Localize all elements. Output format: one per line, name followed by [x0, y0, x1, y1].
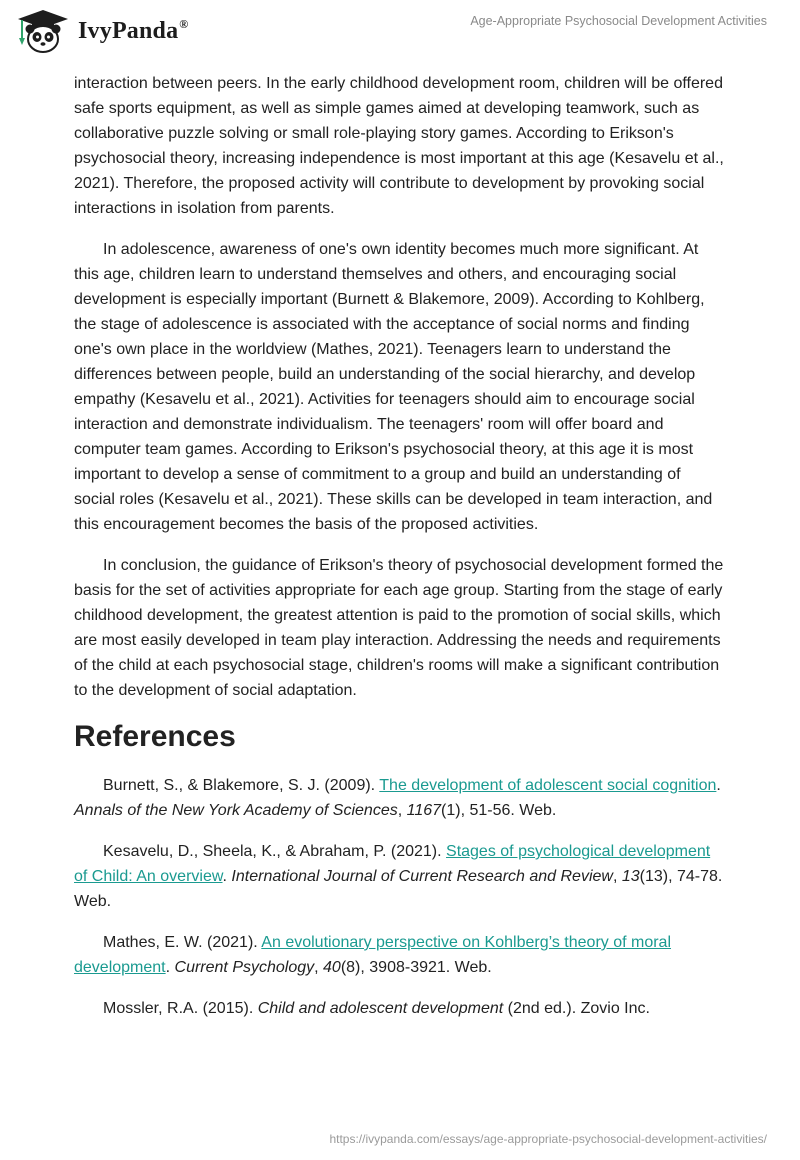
brand-logo[interactable] [14, 8, 188, 54]
registered-mark: ® [179, 17, 189, 31]
document-title: Age-Appropriate Psychosocial Development Activities [470, 14, 767, 28]
reference-link[interactable]: The development of adolescent social cognition [379, 777, 717, 794]
paragraph-2: In adolescence, awareness of one's own identity becomes much more significant. At this age, children learn to understand themselves and others, and encouraging social development is especially important (Burnett & Blakemore, 2009). According to Kohlberg, the stage of adolescence is associated with the acceptance of social norms and finding one's own place in the worldview (Mathes, 2021). Teenagers learn to understand the differences between people, build an understanding of the social hierarchy, and develop empathy (Kesavelu et al., 2021). Activities for teenagers should aim to encourage social interaction and demonstrate individualism. The teenagers' room will offer board and computer team games. According to Erikson's psychosocial theory, at this age it is most important to develop a sense of commitment to a group and build an understanding of social roles (Kesavelu et al., 2021). These skills can be developed in team interaction, and this encouragement becomes the basis of the proposed activities. [74, 241, 713, 533]
reference-item: Mathes, E. W. (2021). An evolutionary perspective on Kohlberg’s theory of moral development. Current Psychology, 40(8), 3908-3921. Web. [74, 934, 672, 976]
reference-link[interactable]: Stages of psychological development of Child: An overview [74, 843, 711, 885]
reference-link[interactable]: An evolutionary perspective on Kohlberg’s theory of moral development [74, 934, 672, 976]
panda-graduate-icon [14, 8, 72, 54]
reference-item: Burnett, S., & Blakemore, S. J. (2009). The development of adolescent social cognition. Annals of the New York Academy of Sciences, 1167(1), 51-56. Web. [74, 777, 721, 819]
page-header [0, 0, 800, 70]
references-heading: References [74, 720, 236, 753]
footer-source-url: https://ivypanda.com/essays/age-appropriate-psychosocial-development-activities/ [329, 1132, 767, 1146]
essay-content [74, 71, 724, 1037]
reference-item: Kesavelu, D., Sheela, K., & Abraham, P. (2021). Stages of psychological development of Child: An overview. International Journal of Current Research and Review, 13(13), 74-78. Web. [74, 843, 723, 910]
brand-name: IvyPanda® [78, 17, 189, 44]
paragraph-3: In conclusion, the guidance of Erikson's theory of psychosocial development formed the basis for the set of activities appropriate for each age group. Starting from the stage of early childhood development, the greatest attention is paid to the promotion of social skills, which are most easily developed in team play interaction. Addressing the needs and requirements of the child at each psychosocial stage, children's rooms will make a significant contribution to the development of social adaptation. [74, 557, 724, 699]
reference-item: Mossler, R.A. (2015). Child and adolescent development (2nd ed.). Zovio Inc. [103, 1000, 650, 1017]
paragraph-1: interaction between peers. In the early childhood development room, children will be offered safe sports equipment, as well as simple games aimed at developing teamwork, such as collaborative puzzle solving or small role-playing story games. According to Erikson's psychosocial theory, increasing independence is most important at this age (Kesavelu et al., 2021). Therefore, the proposed activity will contribute to development by provoking social interactions in isolation from parents. [74, 75, 724, 217]
